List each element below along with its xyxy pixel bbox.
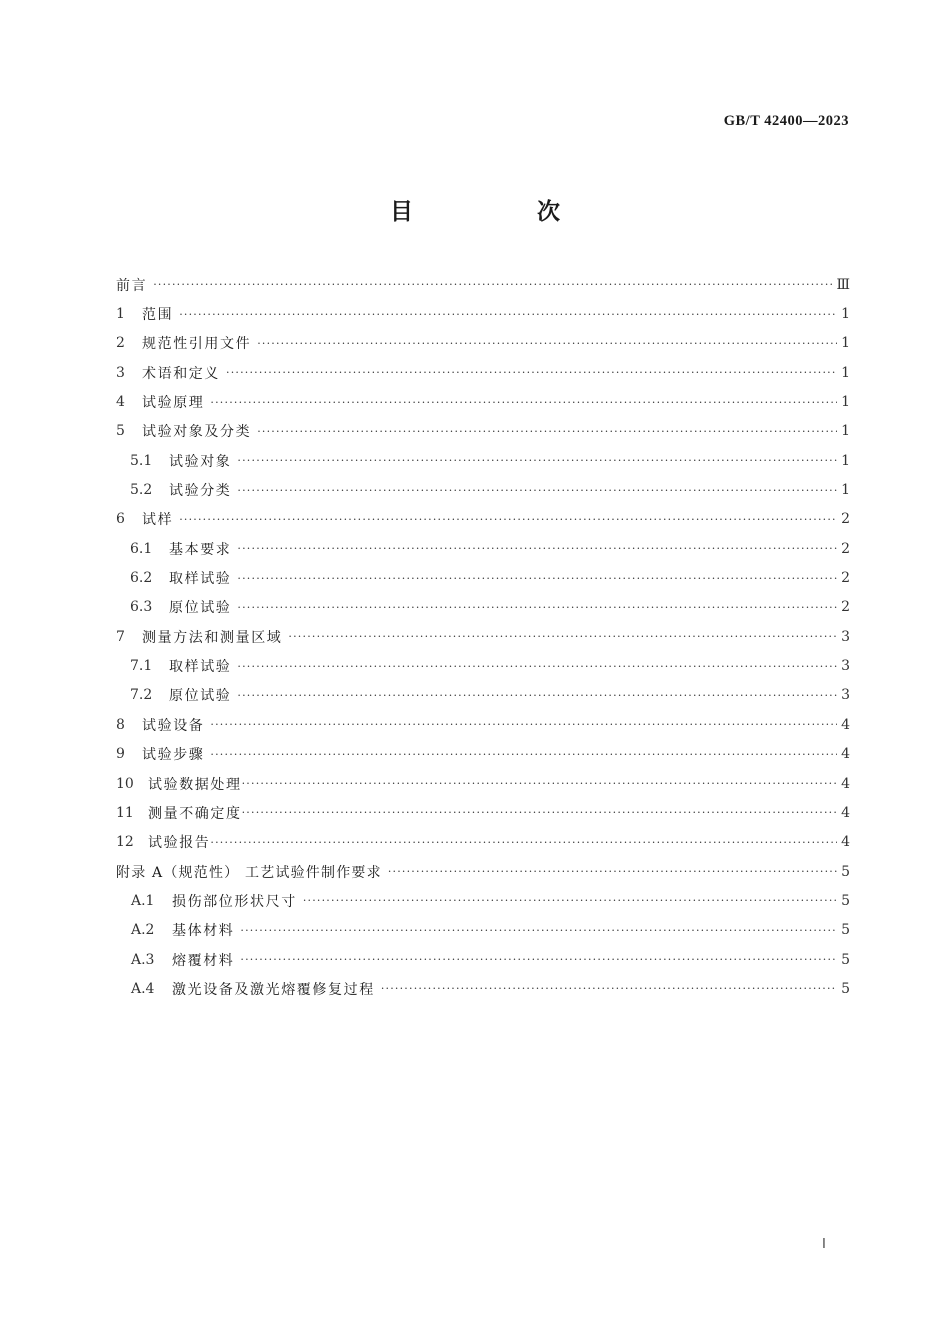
toc-label: 取样试验 [169,571,232,588]
toc-number: A.4 [131,980,155,997]
toc-leader [226,367,837,378]
toc-leader [240,954,837,965]
toc-page: 4 [841,775,850,792]
toc-label: 测量不确定度 [148,805,242,822]
toc-label: 规范性引用文件 [142,336,252,353]
toc-entry[interactable] [116,270,850,299]
toc-entry[interactable] [116,769,850,798]
toc-page: 4 [841,746,850,763]
toc-number: 10 [116,775,134,792]
toc-entry[interactable] [116,798,850,827]
toc-label: 激光设备及激光熔覆修复过程 [172,981,375,998]
toc-page: 5 [841,951,850,968]
toc-entry[interactable] [116,534,850,563]
toc-entry[interactable] [116,916,850,945]
toc-label: 术语和定义 [142,365,220,382]
toc-entry[interactable] [116,740,850,769]
toc-leader [237,455,837,466]
toc-entry[interactable] [116,622,850,651]
toc-number: 7 [116,628,125,645]
toc-number: 5.1 [130,452,153,469]
toc-leader [242,807,837,818]
toc-page: 5 [841,892,850,909]
toc-number: 3 [116,364,125,381]
toc-entry[interactable] [116,563,850,592]
toc-number: 6.1 [130,540,153,557]
toc-entry[interactable] [116,651,850,680]
toc-label: 试样 [142,512,174,529]
toc-page: 1 [841,452,850,469]
toc-leader [388,866,837,877]
page-number: Ⅰ [821,1237,826,1252]
toc-page: 5 [841,922,850,939]
toc-entry[interactable] [116,593,850,622]
toc-page: 5 [841,980,850,997]
toc-label: 附录 A（规范性） 工艺试验件制作要求 [116,864,382,881]
toc-label: 试验对象 [169,453,232,470]
toc-page: 4 [841,716,850,733]
toc-number: 6 [116,511,125,528]
toc-leader [288,631,837,642]
toc-page: 3 [841,687,850,704]
toc-page: 3 [841,658,850,675]
toc-leader [210,397,837,408]
toc-leader [242,778,837,789]
toc-number: 8 [116,716,125,733]
toc-number: A.2 [131,922,155,939]
toc-label: 基本要求 [169,541,232,558]
toc-page: 4 [841,834,850,851]
toc-leader [210,837,837,848]
toc-entry[interactable] [116,387,850,416]
toc-number: 7.2 [130,687,153,704]
toc-leader [179,309,837,320]
toc-label: 试验分类 [169,483,232,500]
toc-entry[interactable] [116,358,850,387]
toc-number: 2 [116,335,125,352]
toc-page: 1 [841,423,850,440]
toc-entry[interactable] [116,974,850,1003]
toc-page: 1 [841,335,850,352]
toc-entry[interactable] [116,505,850,534]
toc-entry[interactable] [116,828,850,857]
toc-leader [153,279,832,290]
toc-entry-annex[interactable] [116,857,850,886]
toc-leader [237,690,837,701]
toc-leader [210,749,837,760]
toc-entry[interactable] [116,681,850,710]
toc-page: 1 [841,306,850,323]
toc-page: 2 [841,570,850,587]
toc-page: Ⅲ [836,276,850,293]
toc-number: A.3 [131,951,155,968]
toc-page: 2 [841,599,850,616]
toc-number: A.1 [131,892,155,909]
toc-leader [237,602,837,613]
toc-number: 5.2 [130,482,153,499]
toc-label: 熔覆材料 [172,952,235,969]
toc-page: 2 [841,540,850,557]
toc-entry[interactable] [116,945,850,974]
toc-page: 5 [841,863,850,880]
toc-number: 6.2 [130,570,153,587]
toc-leader [237,485,837,496]
toc-label: 测量方法和测量区域 [142,629,283,646]
toc-number: 9 [116,746,125,763]
toc-number: 4 [116,394,125,411]
toc-entry[interactable] [116,329,850,358]
toc-label: 损伤部位形状尺寸 [172,893,297,910]
toc-leader [237,661,837,672]
toc-leader [240,925,837,936]
toc-page: 3 [841,628,850,645]
toc-label: 取样试验 [169,659,232,676]
toc-label: 原位试验 [169,688,232,705]
toc-label: 试验设备 [142,717,205,734]
toc-number: 1 [116,306,125,323]
toc-leader [381,983,837,994]
toc-leader [257,338,837,349]
toc-page: 1 [841,394,850,411]
toc-number: 12 [116,834,134,851]
toc-number: 6.3 [130,599,153,616]
toc-label: 前言 [116,277,148,294]
toc-number: 11 [116,804,134,821]
toc-number: 7.1 [130,658,153,675]
toc-label: 试验原理 [142,395,205,412]
toc-page: 1 [841,364,850,381]
toc-label: 试验步骤 [142,747,205,764]
toc-entry[interactable] [116,446,850,475]
toc-label: 试验报告 [148,835,211,852]
page-title: 目 次 [389,199,618,225]
toc-entry[interactable] [116,475,850,504]
toc-leader [257,426,837,437]
toc-entry[interactable] [116,886,850,915]
toc-page: 1 [841,482,850,499]
toc-leader [179,514,837,525]
toc-entry[interactable] [116,710,850,739]
table-of-contents [116,270,850,1004]
toc-entry[interactable] [116,299,850,328]
toc-leader [237,543,837,554]
toc-page: 2 [841,511,850,528]
toc-label: 试验对象及分类 [142,424,252,441]
toc-leader [303,895,837,906]
toc-page: 4 [841,804,850,821]
toc-leader [237,573,837,584]
toc-entry[interactable] [116,417,850,446]
toc-label: 范围 [142,307,174,324]
toc-label: 试验数据处理 [148,776,242,793]
toc-leader [210,719,837,730]
toc-label: 基体材料 [172,923,235,940]
toc-label: 原位试验 [169,600,232,617]
toc-number: 5 [116,423,125,440]
standard-code: GB/T 42400—2023 [723,113,849,129]
